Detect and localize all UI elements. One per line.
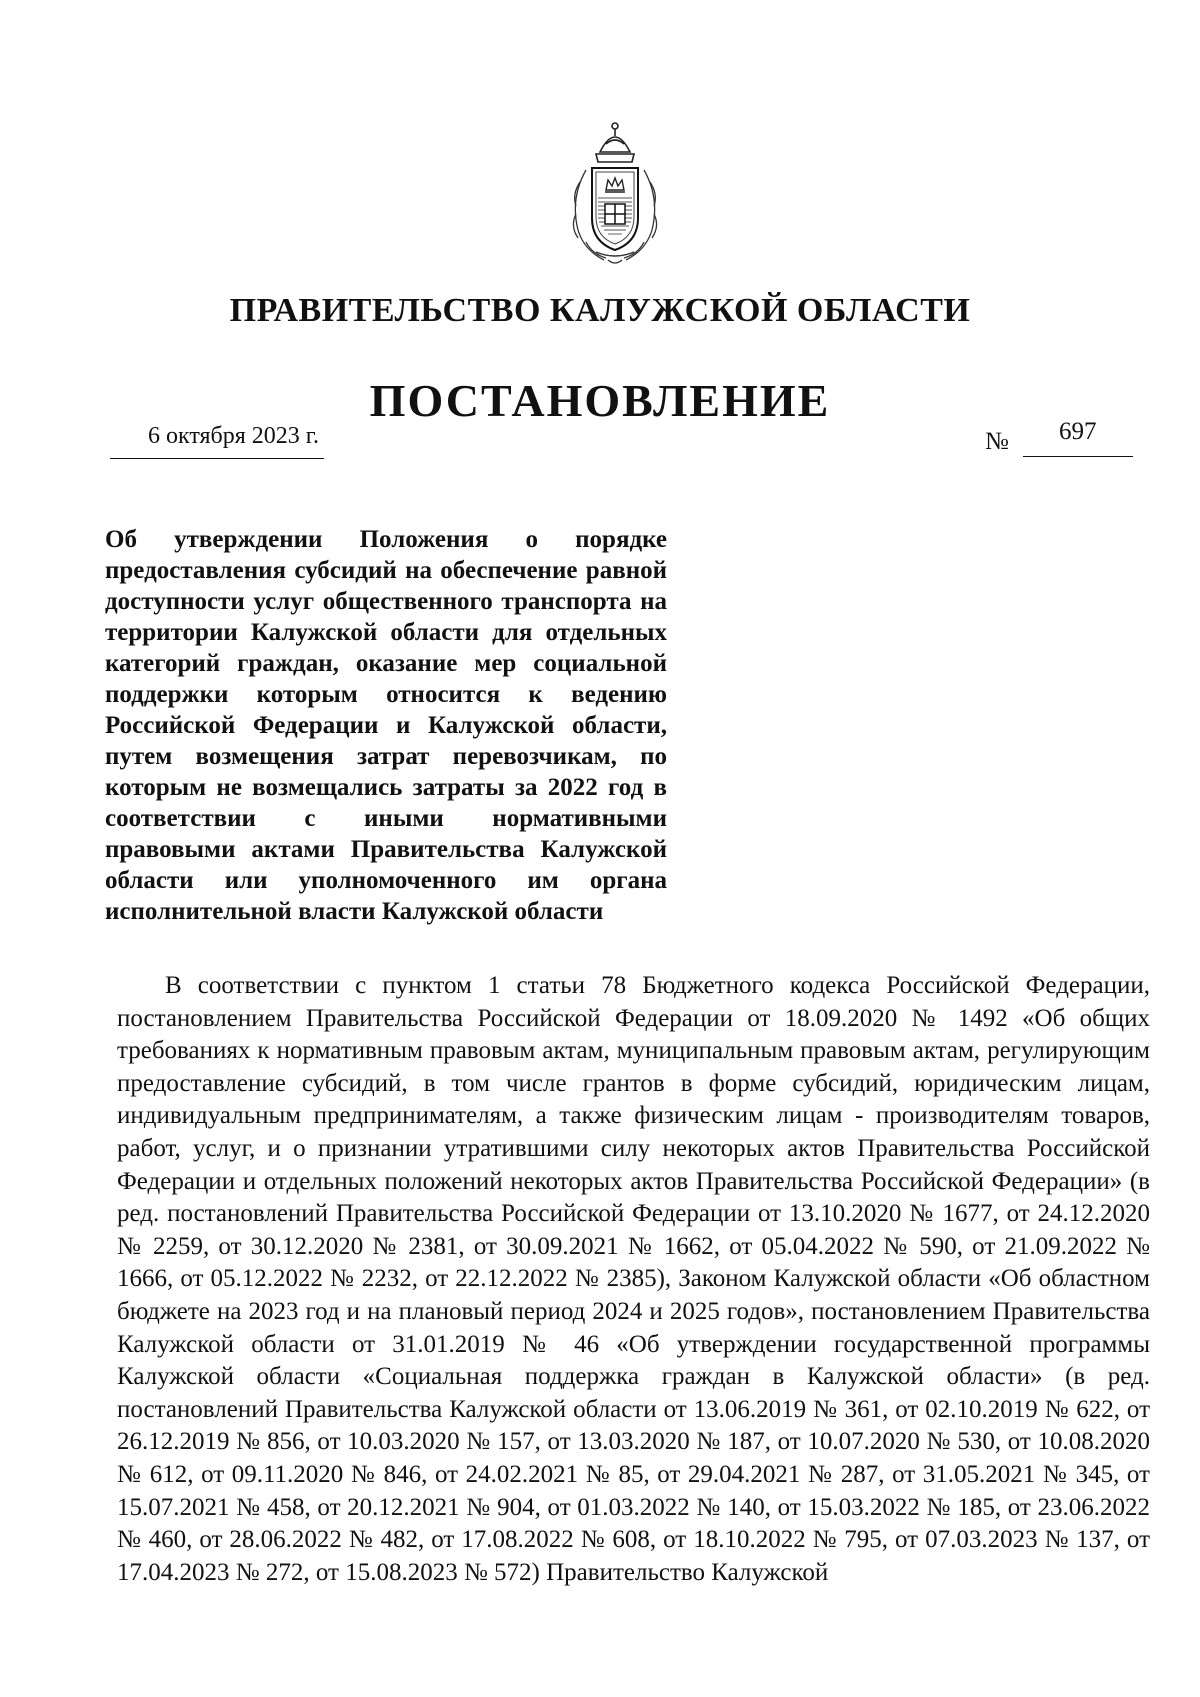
- coat-of-arms-icon: [556, 118, 674, 268]
- number-underline: [1023, 456, 1133, 457]
- document-type-title: ПОСТАНОВЛЕНИЕ: [369, 375, 831, 426]
- document-number: 697: [1059, 418, 1097, 445]
- document-date: 6 октября 2023 г.: [148, 423, 319, 449]
- document-number-block: [985, 418, 1135, 458]
- document-body-paragraph: В соответствии с пунктом 1 статьи 78 Бюджетного кодекса Российской Федерации, постановлением Правительства Российской Федерации от 18.09.2020 № 1492 «Об общих требованиях к нормативным правовым актам, муниципальным правовым актам, регулирующим предоставление субсидий, в том числе грантов в форме субсидий, юридическим лицам, индивидуальным предпринимателям, а также физическим лицам - производителям товаров, работ, услуг, и о признании утратившими силу некоторых актов Правительства Российской Федерации и отдельных положений некоторых актов Правительства Российской Федерации» (в ред. постановлений Правительства Российской Федерации от 13.10.2020 № 1677, от 24.12.2020 № 2259, от 30.12.2020 № 2381, от 30.09.2021 № 1662, от 05.04.2022 № 590, от 21.09.2022 № 1666, от 05.12.2022 № 2232, от 22.12.2022 № 2385), Законом Калужской области «Об областном бюджете на 2023 год и на плановый период 2024 и 2025 годов», постановлением Правительства Калужской области от 31.01.2019 № 46 «Об утверждении государственной программы Калужской области «Социальная поддержка граждан в Калужской области» (в ред. постановлений Правительства Калужской области от 13.06.2019 № 361, от 02.10.2019 № 622, от 26.12.2019 № 856, от 10.03.2020 № 157, от 13.03.2020 № 187, от 10.07.2020 № 530, от 10.08.2020 № 612, от 09.11.2020 № 846, от 24.02.2021 № 85, от 29.04.2021 № 287, от 31.05.2021 № 345, от 15.07.2021 № 458, от 20.12.2021 № 904, от 01.03.2022 № 140, от 15.03.2022 № 185, от 23.06.2022 № 460, от 28.06.2022 № 482, от 17.08.2022 № 608, от 18.10.2022 № 795, от 07.03.2023 № 137, от 17.04.2023 № 272, от 15.08.2023 № 572) Правительство Калужской: [117, 972, 1150, 1586]
- government-title: ПРАВИТЕЛЬСТВО КАЛУЖСКОЙ ОБЛАСТИ: [229, 292, 971, 329]
- document-subject: Об утверждении Положения о порядке предоставления субсидий на обеспечение равной доступности услуг общественного транспорта на территории Калужской области для отдельных категорий граждан, оказание мер социальной поддержки которым относится к ведению Российской Федерации и Калужской области, путем возмещения затрат перевозчикам, по которым не возмещались затраты за 2022 год в соответствии с иными нормативными правовыми актами Правительства Калужской области или уполномоченного им органа исполнительной власти Калужской области: [105, 526, 667, 925]
- number-sign: №: [985, 428, 1009, 455]
- date-underline: [110, 458, 324, 459]
